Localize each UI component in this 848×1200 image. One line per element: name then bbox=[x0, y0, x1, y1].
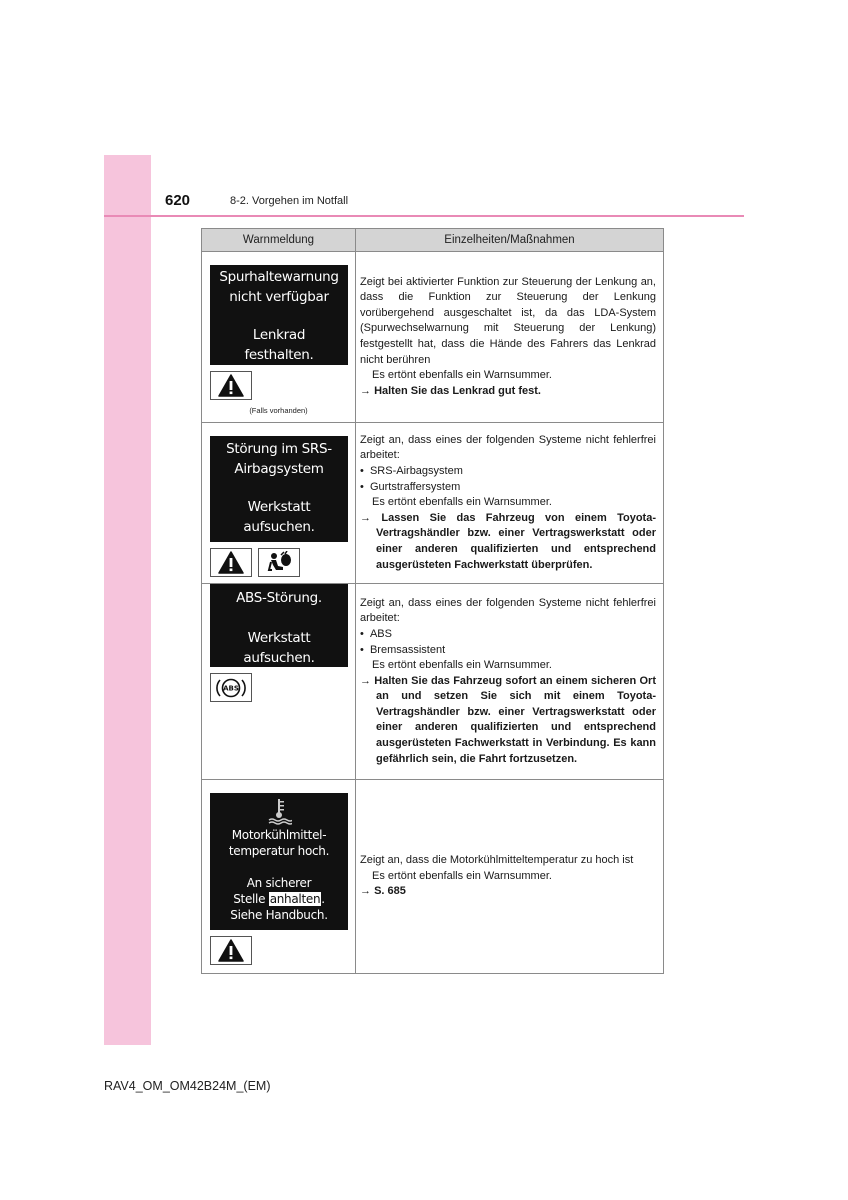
list-item: • Bremsassistent bbox=[360, 643, 446, 656]
display-line: An sicherer bbox=[246, 876, 312, 890]
display-line: ABS-Störung. bbox=[236, 590, 322, 606]
table-row bbox=[202, 780, 664, 974]
description-text: Zeigt an, dass die Motorkühlmitteltemperatur zu hoch ist bbox=[360, 854, 634, 867]
warning-cell bbox=[202, 584, 356, 780]
page-reference-link: S. 685 bbox=[374, 885, 406, 898]
table-row bbox=[202, 252, 664, 423]
table-header-row bbox=[202, 229, 664, 252]
display-line: temperatur hoch. bbox=[228, 844, 330, 858]
list-item-text: Bremsassistent bbox=[369, 643, 446, 656]
display-line bbox=[210, 891, 348, 907]
display-line: Werkstatt bbox=[247, 499, 311, 515]
list-item: • ABS bbox=[360, 627, 392, 640]
document-code: RAV4_OM_OM42B24M_(EM) bbox=[104, 1079, 271, 1093]
display-message-abs bbox=[210, 584, 348, 667]
action-label: Halten Sie das Lenkrad gut fest. bbox=[374, 384, 541, 397]
action-text: → S. 685 bbox=[360, 885, 406, 898]
list-item-text: ABS bbox=[369, 627, 392, 640]
display-line: Motorkühlmittel- bbox=[231, 828, 327, 842]
buzzer-text: Es ertönt ebenfalls ein Warnsummer. bbox=[372, 659, 552, 672]
action-text: → Lassen Sie das Fahrzeug von einem Toyota-Vertragshändler bzw. einer Vertragswerkstatt oder einer anderen qualifizierten und entsprechend ausgerüsteten Fachwerkstatt überprüfen. bbox=[360, 511, 656, 571]
action-text: → Halten Sie das Fahrzeug sofort an einem sicheren Ort an und setzen Sie sich mit einem Toyota-Vertragshändler bzw. einer Vertragswerkstatt oder einer anderen qualifizierten und entsprechend ausgerüsteten Fachwerkstatt in Verbindung. Es kann gefährlich sein, die Fahrt fortzusetzen. bbox=[360, 674, 656, 765]
display-word: Stelle bbox=[233, 892, 266, 906]
table-row bbox=[202, 584, 664, 780]
display-line: Störung im SRS- bbox=[226, 441, 332, 457]
coolant-temperature-icon bbox=[210, 797, 348, 827]
action-text: → Halten Sie das Lenkrad gut fest. bbox=[360, 384, 541, 397]
page-number: 620 bbox=[165, 192, 191, 209]
details-cell bbox=[356, 780, 664, 974]
description-text: Zeigt an, dass eines der folgenden Systeme nicht fehlerfrei arbeitet: bbox=[360, 433, 656, 462]
warning-triangle-icon bbox=[210, 936, 252, 965]
action-label: Halten Sie das Fahrzeug sofort an einem sicheren Ort an und setzen Sie sich mit einem Toyota-Vertragshändler bzw. einer Vertragswerkstatt oder einer anderen qualifizierten und entsprechend ausgerüsteten Fachwerkstatt in Verbindung. Es kann gefährlich sein, die Fahrt fortzusetzen. bbox=[374, 674, 656, 765]
display-line: Spurhaltewarnung bbox=[219, 269, 339, 285]
details-cell bbox=[356, 252, 664, 423]
display-line: aufsuchen. bbox=[243, 650, 315, 666]
warning-message-table bbox=[201, 228, 664, 974]
display-message-lda bbox=[210, 265, 348, 365]
display-message-coolant bbox=[210, 793, 348, 930]
display-highlight: anhalten bbox=[269, 892, 321, 906]
list-item-text: Gurtstraffersystem bbox=[369, 480, 461, 493]
display-line: Lenkrad bbox=[252, 327, 306, 343]
details-cell bbox=[356, 423, 664, 584]
column-header-details: Einzelheiten/Maßnahmen bbox=[356, 229, 664, 252]
airbag-icon bbox=[258, 548, 300, 577]
description-text: Zeigt an, dass eines der folgenden Systeme nicht fehlerfrei arbeitet: bbox=[360, 596, 656, 625]
header-rule bbox=[104, 215, 744, 217]
display-line: Airbagsystem bbox=[234, 461, 324, 477]
warning-cell bbox=[202, 780, 356, 974]
action-label: Lassen Sie das Fahrzeug von einem Toyota-Vertragshändler bzw. einer Vertragswerkstatt oder einer anderen qualifizierten und entsprechend ausgerüsteten Fachwerkstatt überprüfen. bbox=[376, 511, 656, 571]
display-line: Siehe Handbuch. bbox=[230, 908, 328, 922]
display-line: Werkstatt bbox=[247, 630, 311, 646]
table-row bbox=[202, 423, 664, 584]
column-header-warning: Warnmeldung bbox=[202, 229, 356, 252]
buzzer-text: Es ertönt ebenfalls ein Warnsummer. bbox=[372, 869, 552, 882]
warning-triangle-icon bbox=[210, 548, 252, 577]
list-item-text: SRS-Airbagsystem bbox=[369, 465, 463, 478]
list-item: • Gurtstraffersystem bbox=[360, 480, 461, 493]
display-word: . bbox=[321, 892, 325, 906]
warning-cell bbox=[202, 252, 356, 423]
display-line: aufsuchen. bbox=[243, 519, 315, 535]
list-item: • SRS-Airbagsystem bbox=[360, 465, 463, 478]
abs-icon bbox=[210, 673, 252, 702]
display-message-srs bbox=[210, 436, 348, 542]
thumb-index-band bbox=[104, 155, 151, 1045]
availability-note: (Falls vorhanden) bbox=[249, 406, 308, 415]
buzzer-text: Es ertönt ebenfalls ein Warnsummer. bbox=[372, 369, 552, 382]
warning-cell bbox=[202, 423, 356, 584]
buzzer-text: Es ertönt ebenfalls ein Warnsummer. bbox=[372, 496, 552, 509]
description-text: Zeigt bei aktivierter Funktion zur Steuerung der Lenkung an, dass die Funktion zur Steuerung der Lenkung vorübergehend ausgeschaltet ist, da das LDA-System (Spurwechselwarnung mit Steuerung der Lenkung) festgestellt hat, dass die Hände des Fahrers das Lenkrad nicht berühren bbox=[360, 275, 656, 366]
details-cell bbox=[356, 584, 664, 780]
abs-icon-label: ABS bbox=[223, 684, 239, 693]
section-title: 8-2. Vorgehen im Notfall bbox=[230, 195, 349, 207]
display-line: festhalten. bbox=[244, 347, 314, 363]
warning-triangle-icon bbox=[210, 371, 252, 400]
display-line: nicht verfügbar bbox=[229, 289, 329, 305]
